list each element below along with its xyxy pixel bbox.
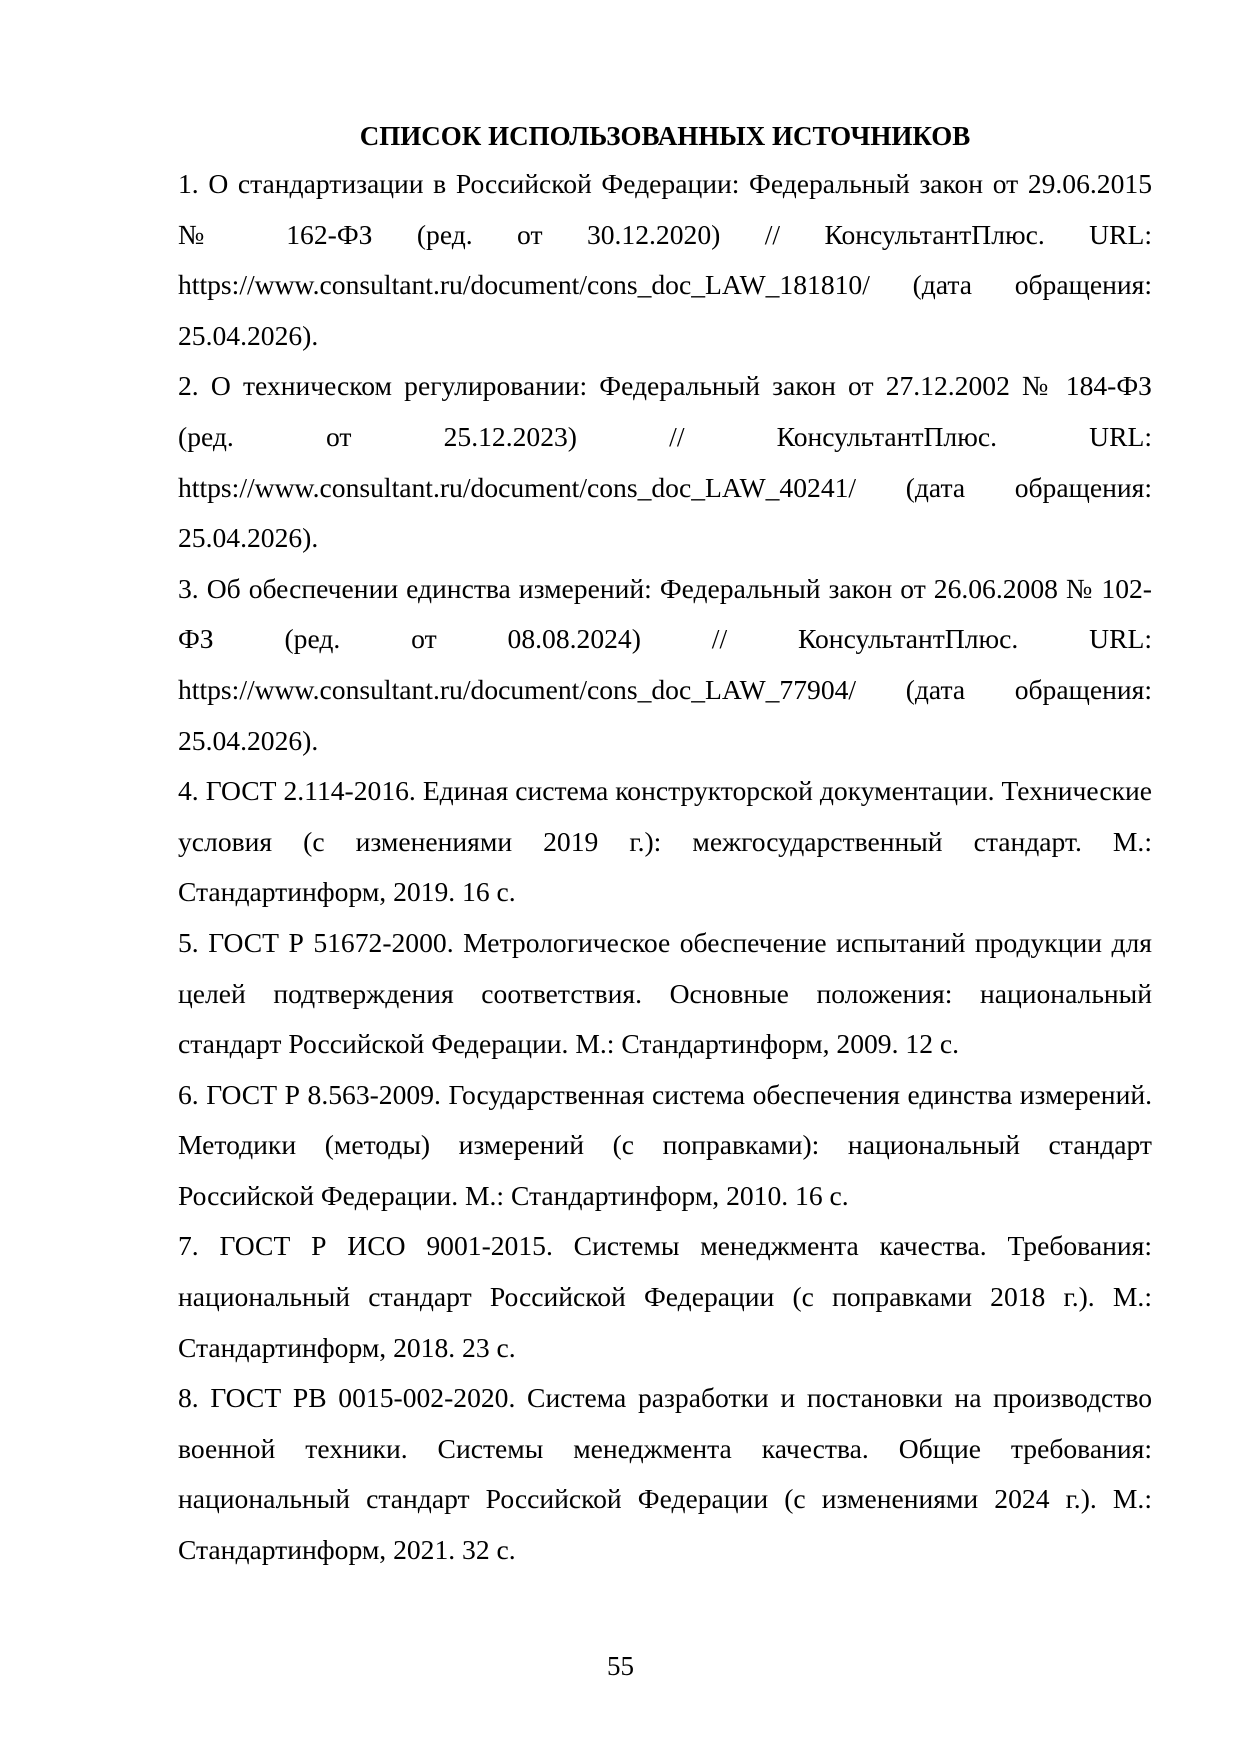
reference-item: 7. ГОСТ Р ИСО 9001-2015. Системы менеджмента качества. Требования: национальный стандарт Российской Федерации (с поправками 2018 г.). М.: Стандартинформ, 2018. 23 с. xyxy=(178,1230,1152,1363)
reference-item: 2. О техническом регулировании: Федеральный закон от 27.12.2002 № 184-ФЗ (ред. от 25.12.2023) // КонсультантПлюс. URL: https://www.consultant.ru/document/cons_doc_LAW_40241/ (дата обращения: 25.04.2026). xyxy=(178,370,1152,554)
page-number: 55 xyxy=(607,1651,634,1681)
reference-item: 1. О стандартизации в Российской Федерации: Федеральный закон от 29.06.2015 № 162-ФЗ (ред. от 30.12.2020) // КонсультантПлюс. URL: https://www.consultant.ru/document/cons_doc_LAW_181810/ (дата обращения: 25.04.2026). xyxy=(178,168,1152,351)
reference-item: 4. ГОСТ 2.114-2016. Единая система конструкторской документации. Технические условия (с изменениями 2019 г.): межгосударственный стандарт. М.: Стандартинформ, 2019. 16 с. xyxy=(178,775,1152,908)
reference-item: 8. ГОСТ РВ 0015-002-2020. Система разработки и постановки на производство военной техники. Системы менеджмента качества. Общие требования: национальный стандарт Российской Федерации (с изменениями 2024 г.). М.: Стандартинформ, 2021. 32 с. xyxy=(178,1382,1152,1566)
reference-item: 6. ГОСТ Р 8.563-2009. Государственная система обеспечения единства измерений. Методики (методы) измерений (с поправками): национальный стандарт Российской Федерации. М.: Стандартинформ, 2010. 16 с. xyxy=(178,1078,1152,1211)
reference-list xyxy=(178,159,1152,1576)
reference-item: 3. Об обеспечении единства измерений: Федеральный закон от 26.06.2008 № 102-ФЗ (ред. от 08.08.2024) // КонсультантПлюс. URL: https://www.consultant.ru/document/cons_doc_LAW_77904/ (дата обращения: 25.04.2026). xyxy=(178,572,1152,756)
page-content xyxy=(178,116,1152,1576)
reference-item: 5. ГОСТ Р 51672-2000. Метрологическое обеспечение испытаний продукции для целей подтверждения соответствия. Основные положения: национальный стандарт Российской Федерации. М.: Стандартинформ, 2009. 12 с. xyxy=(178,926,1152,1060)
section-title: СПИСОК ИСПОЛЬЗОВАННЫХ ИСТОЧНИКОВ xyxy=(359,121,971,151)
